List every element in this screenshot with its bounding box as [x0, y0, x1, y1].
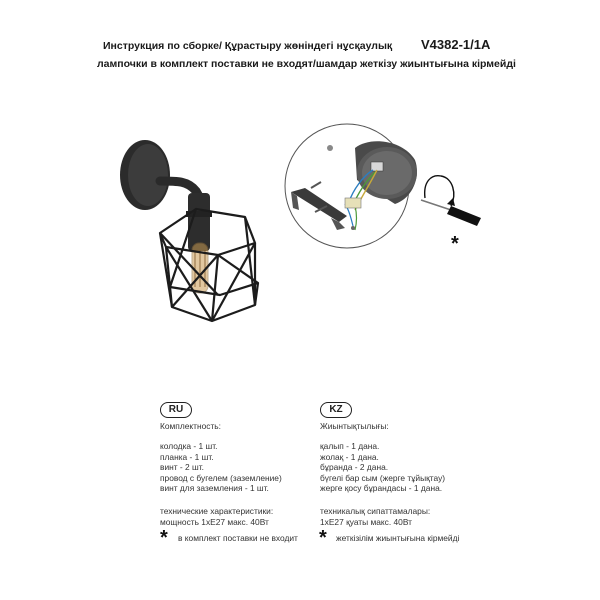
ru-note: в комплект поставки не входит [178, 533, 298, 543]
list-item: бүгелі бар сым (жерге тұйықтау) [320, 472, 446, 483]
list-item: провод с бугелем (заземление) [160, 472, 282, 483]
model-code: V4382-1/1A [421, 37, 491, 52]
list-item: винт для заземления - 1 шт. [160, 483, 269, 494]
kz-spec-title: техникалық сипаттамалары: [320, 506, 431, 517]
kz-badge: KZ [320, 402, 352, 418]
asterisk-icon: * [160, 527, 168, 549]
list-item: жерге қосу бұрандасы - 1 дана. [320, 483, 443, 494]
list-item: планка - 1 шт. [160, 451, 214, 462]
asterisk-icon: * [451, 233, 459, 255]
kz-contents [320, 421, 445, 527]
ru-contents [160, 421, 282, 527]
ru-spec-title: технические характеристики: [160, 506, 274, 517]
page-title: Инструкция по сборке/ Құрастыру жөніндегі нұсқаулық [103, 40, 393, 52]
kz-heading: Жиынтықтылығы: [320, 421, 389, 431]
list-item: қалып - 1 дана. [320, 441, 380, 452]
kz-spec-value: 1хЕ27 қуаты макс. 40Вт [320, 516, 412, 527]
asterisk-icon: * [319, 527, 327, 549]
list-item: бұранда - 2 дана. [320, 462, 389, 473]
page-subtitle: лампочки в комплект поставки не входят/шамдар жеткізу жиынтығына кірмейді [97, 58, 516, 70]
rotate-arrow-icon [425, 176, 454, 206]
list-item: винт - 2 шт. [160, 462, 204, 473]
lamp-illustration [100, 125, 290, 325]
kz-note: жеткізілім жиынтығына кірмейді [336, 533, 460, 543]
list-item: колодка - 1 шт. [160, 441, 218, 452]
ru-heading: Комплектность: [160, 421, 221, 431]
ru-spec-value: мощность 1хЕ27 макс. 40Вт [160, 516, 269, 527]
list-item: жолақ - 1 дана. [320, 451, 379, 462]
ru-badge: RU [160, 402, 192, 418]
